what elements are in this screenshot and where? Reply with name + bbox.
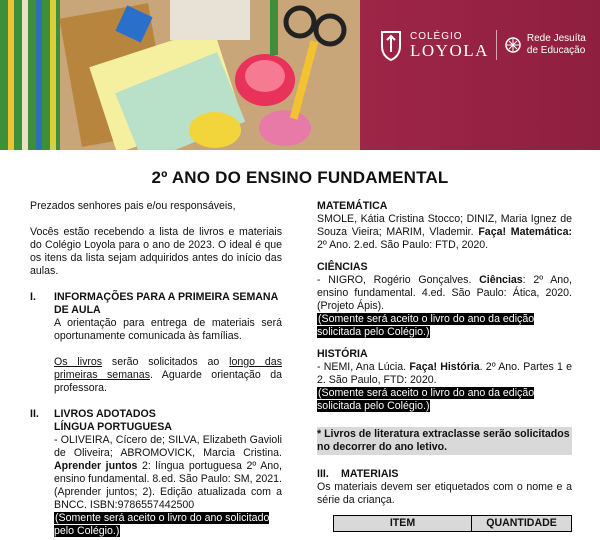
logo-name: LOYOLA <box>410 40 489 60</box>
section-3-text: Os materiais devem ser etiquetados com o nome e a série da criança. <box>317 481 572 506</box>
subject-matematica: MATEMÁTICA <box>317 200 388 212</box>
section-3-heading <box>317 468 572 481</box>
left-column <box>30 200 282 538</box>
colegio-crest-icon <box>378 28 404 62</box>
materials-table <box>333 515 572 532</box>
section-2-title: LIVROS ADOTADOS <box>54 408 156 420</box>
network-line1: Rede Jesuíta <box>526 33 586 44</box>
cie-note-highlight: (Somente será aceito o livro do ano da edição solicitada pelo Colégio.) <box>317 313 535 338</box>
section-2-number: II. <box>30 408 39 420</box>
lp-book-title: Aprender juntos <box>54 460 138 472</box>
subject-historia: HISTÓRIA <box>317 348 368 360</box>
book-matematica <box>317 213 572 252</box>
book-lingua-portuguesa <box>54 434 282 512</box>
cie-authors: - NIGRO, Rogério Gonçalves. <box>317 274 480 286</box>
network-name <box>527 33 586 57</box>
column-header-quantity: QUANTIDADE <box>472 516 572 532</box>
school-logo <box>378 28 586 62</box>
section-3-title: MATERIAIS <box>341 468 399 480</box>
section-1-number: I. <box>30 291 36 303</box>
lp-note <box>54 512 282 538</box>
subject-lingua-portuguesa: LÍNGUA PORTUGUESA <box>54 421 172 433</box>
intro-paragraph: Vocês estão recebendo a lista de livros e materiais do Colégio Loyola para o ano de 2023. O ideal é que os itens da lista sejam adquiridos antes do início das aulas. <box>30 226 282 277</box>
first-weeks-text: longo das primeiras semanas <box>54 356 282 381</box>
literature-note: * Livros de literatura extraclasse serão solicitados no decorrer do ano letivo. <box>317 427 572 455</box>
page-title: 2º ANO DO ENSINO FUNDAMENTAL <box>151 168 449 187</box>
lp-authors: - OLIVEIRA, Cícero de; SILVA, Elizabeth Gavioli de Oliveira; ABROMOVICK, Marcia Cristina. <box>54 434 282 459</box>
section-1-heading <box>30 291 282 317</box>
cie-details: : 2º Ano, ensino fundamental. 4.ed. São Paulo: Ática, 2020. (Projeto Ápis). <box>317 274 572 312</box>
his-book-title: Faça! História <box>409 361 480 373</box>
lp-details: 2: língua portuguesa 2º Ano, ensino fundamental. 8.ed. São Paulo: SM, 2021. (Aprender juntos; 2). Edição atualizada com a BNCC. ISBN:9786557442500 <box>54 460 282 511</box>
section-2-heading <box>30 408 282 421</box>
logo-top-text: COLÉGIO <box>410 30 463 42</box>
his-note-highlight: (Somente será aceito o livro do ano da edição solicitada pelo Colégio.) <box>317 387 535 412</box>
books-link-text: Os livros <box>54 356 103 368</box>
header-banner <box>0 0 600 150</box>
section-3-number: III. <box>317 468 329 480</box>
section-1-books-note <box>54 356 282 395</box>
his-details: . 2º Ano. Partes 1 e 2. São Paulo, FTD: 2020. <box>317 361 573 386</box>
section-1-title: INFORMAÇÕES PARA A PRIMEIRA SEMANA DE AULA <box>54 291 278 316</box>
mat-book-title: Faça! Matemática: <box>478 226 572 238</box>
school-supplies-photo <box>0 0 360 150</box>
materials-table-header <box>334 516 572 532</box>
rede-jesuita-icon <box>504 36 522 54</box>
books-note-mid: serão solicitados ao <box>102 356 230 368</box>
cie-note <box>317 313 572 339</box>
books-note-end: . Aguarde orientação da professora. <box>54 369 282 394</box>
column-header-item: ITEM <box>334 516 472 532</box>
network-line2: de Educação <box>526 45 586 56</box>
right-column <box>317 200 572 532</box>
book-ciencias <box>317 274 572 313</box>
greeting: Prezados senhores pais e/ou responsáveis, <box>30 200 236 212</box>
book-historia <box>317 361 572 387</box>
section-1-text: A orientação para entrega de materiais será oportunamente comunicada às famílias. <box>54 317 282 342</box>
his-authors: - NEMI, Ana Lúcia. <box>317 361 410 373</box>
cie-book-title: Ciências <box>479 274 523 286</box>
logo-separator <box>496 30 497 60</box>
mat-details: 2º Ano. 2.ed. São Paulo: FTD, 2020. <box>317 239 489 251</box>
subject-ciencias: CIÊNCIAS <box>317 261 368 273</box>
his-note <box>317 387 572 413</box>
lp-note-highlight: (Somente será aceito o livro do ano solicitado pelo Colégio.) <box>54 512 270 537</box>
mat-authors: SMOLE, Kátia Cristina Stocco; DINIZ, Maria Ignez de Souza Vieira; MARIM, Vlademir. <box>317 213 572 238</box>
